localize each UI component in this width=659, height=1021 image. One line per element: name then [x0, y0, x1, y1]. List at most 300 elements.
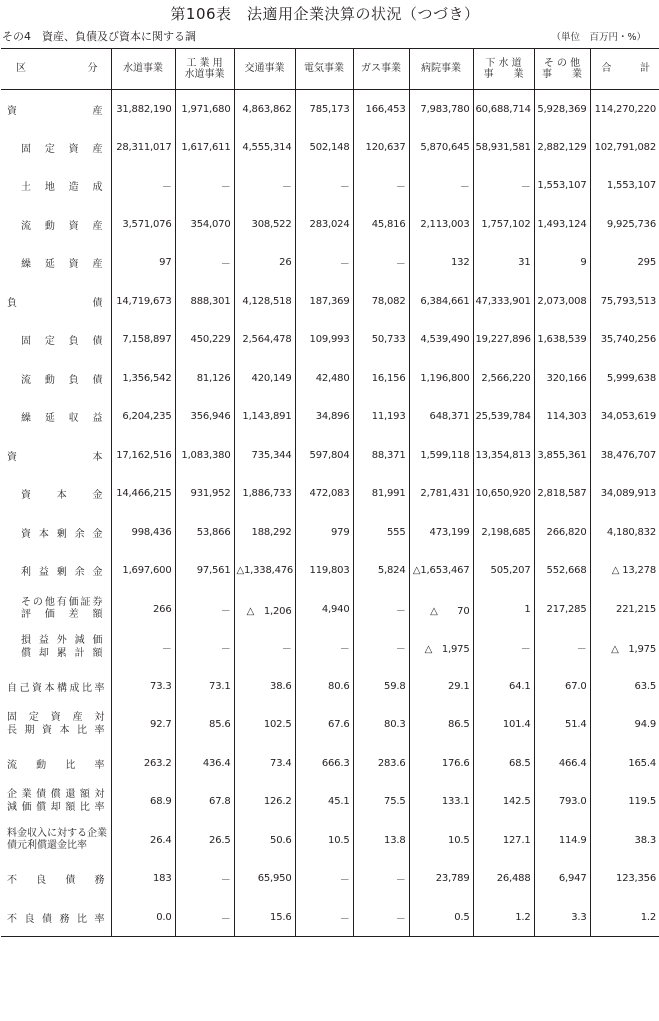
row-label-char: 流 [7, 759, 17, 771]
row-label-char: 定 [44, 143, 55, 155]
cell-transport: 73.4 [234, 744, 295, 783]
cell-water: 68.9 [111, 783, 175, 822]
row-label-char: 収 [68, 413, 79, 425]
cell-gas: 78,082 [353, 282, 409, 321]
row-label [1, 282, 111, 321]
cell-water: 0.0 [111, 898, 175, 937]
cell-hospital: △1,653,467 [409, 552, 473, 591]
table-row [1, 436, 659, 475]
row-label-char: 資 [21, 528, 31, 540]
cell-water: 14,719,673 [111, 282, 175, 321]
header-industrial-water-line-2: 水道事業 [184, 69, 225, 80]
cell-electric: 119,803 [295, 552, 353, 591]
row-label-char: 額 [92, 609, 103, 621]
cell-industrial-water: 97,561 [175, 552, 234, 591]
cell-other: 466.4 [534, 744, 590, 783]
cell-hospital: 473,199 [409, 513, 473, 552]
table-row [1, 321, 659, 360]
header-sewer-line-1: 下 水 道 [485, 57, 522, 69]
row-label-char: 流 [21, 220, 31, 232]
row-label-char: 産 [92, 220, 103, 232]
cell-other: 6,947 [534, 860, 590, 899]
cell-other: 1,553,107 [534, 167, 590, 206]
cell-total: 38.3 [590, 821, 659, 860]
row-label [1, 359, 111, 398]
row-label-char: 構 [57, 682, 67, 694]
cell-electric: 4,940 [295, 590, 353, 629]
cell-total: 4,180,832 [590, 513, 659, 552]
cell-transport: △1,338,476 [234, 552, 295, 591]
table-row [1, 167, 659, 206]
row-label-char: 減 [74, 635, 85, 647]
row-label-char: 率 [94, 913, 105, 925]
cell-hospital: 86.5 [409, 706, 473, 745]
row-label-char: 流 [21, 374, 31, 386]
cell-sewer: 1,757,102 [473, 205, 534, 244]
cell-transport: 65,950 [234, 860, 295, 899]
cell-total: 165.4 [590, 744, 659, 783]
row-label-char: 企 [7, 789, 17, 801]
cell-total: 1.2 [590, 898, 659, 937]
cell-total: 75,793,513 [590, 282, 659, 321]
row-label-char: 良 [24, 913, 35, 925]
row-label-char: 産 [72, 712, 83, 724]
cell-transport: 4,863,862 [234, 90, 295, 129]
row-label [1, 898, 111, 937]
table-row [1, 898, 659, 937]
table-row [1, 744, 659, 783]
cell-hospital: 1,599,118 [409, 436, 473, 475]
cell-other: 114.9 [534, 821, 590, 860]
cell-industrial-water: 1,971,680 [175, 90, 234, 129]
row-label [1, 205, 111, 244]
row-label-char: 金 [92, 567, 103, 579]
row-label-char: 比 [79, 801, 90, 813]
cell-industrial-water: 26.5 [175, 821, 234, 860]
cell-water: 26.4 [111, 821, 175, 860]
cell-transport: 2,564,478 [234, 321, 295, 360]
cell-transport: 188,292 [234, 513, 295, 552]
row-label-char: 固 [21, 336, 31, 348]
header-total-char-1: 合 [601, 63, 612, 75]
cell-industrial-water: 356,946 [175, 398, 234, 437]
row-label [1, 167, 111, 206]
row-label-char: 自 [7, 682, 17, 694]
cell-industrial-water: － [175, 860, 234, 899]
cell-other: 3.3 [534, 898, 590, 937]
cell-industrial-water: 436.4 [175, 744, 234, 783]
cell-total: 38,476,707 [590, 436, 659, 475]
table-row [1, 244, 659, 283]
cell-total: 1,553,107 [590, 167, 659, 206]
header-sewer-line-2: 事 業 [483, 69, 524, 80]
row-label-char: 償 [36, 801, 47, 813]
row-label-char: 定 [28, 712, 39, 724]
row-label [1, 667, 111, 706]
row-label-char: 固 [21, 143, 31, 155]
row-label-char: 長 [7, 724, 17, 736]
cell-industrial-water: 85.6 [175, 706, 234, 745]
row-label-char: の [32, 596, 43, 608]
row-label [1, 552, 111, 591]
cell-total: 34,089,913 [590, 475, 659, 514]
row-label-char: 剰 [56, 528, 67, 540]
row-label-char: 債 [92, 374, 103, 386]
cell-gas: － [353, 898, 409, 937]
row-label-char: 外 [56, 635, 67, 647]
cell-water: 263.2 [111, 744, 175, 783]
cell-sewer: 505,207 [473, 552, 534, 591]
row-label-char: 延 [44, 259, 55, 271]
header-total-char-2: 計 [640, 63, 650, 75]
row-label-char: 評 [21, 609, 31, 621]
table-row [1, 821, 659, 860]
row-label-char: 繰 [21, 259, 31, 271]
cell-transport: 50.6 [234, 821, 295, 860]
cell-water: 1,697,600 [111, 552, 175, 591]
row-label-char: 本 [59, 724, 70, 736]
cell-hospital: 133.1 [409, 783, 473, 822]
cell-gas: 166,453 [353, 90, 409, 129]
cell-transport: 420,149 [234, 359, 295, 398]
cell-water: 7,158,897 [111, 321, 175, 360]
cell-electric: － [295, 860, 353, 899]
row-label-char: 負 [7, 297, 17, 309]
cell-other: 5,928,369 [534, 90, 590, 129]
row-label-char: 固 [7, 712, 17, 724]
cell-sewer: 2,566,220 [473, 359, 534, 398]
cell-other: 3,855,361 [534, 436, 590, 475]
row-label-char: 資 [68, 220, 79, 232]
cell-sewer: 26,488 [473, 860, 534, 899]
row-label-char: 却 [38, 647, 49, 659]
header-gas: ガス事業 [353, 49, 409, 90]
cell-electric: 666.3 [295, 744, 353, 783]
cell-total: 295 [590, 244, 659, 283]
unit-note: （単位 百万円・%） [551, 32, 646, 43]
cell-industrial-water: 53,866 [175, 513, 234, 552]
cell-transport: 126.2 [234, 783, 295, 822]
cell-water: － [111, 167, 175, 206]
row-label-char: 務 [59, 913, 70, 925]
row-label-char: 価 [21, 801, 32, 813]
cell-total: 9,925,736 [590, 205, 659, 244]
cell-electric: 785,173 [295, 90, 353, 129]
cell-sewer: 13,354,813 [473, 436, 534, 475]
cell-other: 1,493,124 [534, 205, 590, 244]
cell-sewer: 47,333,901 [473, 282, 534, 321]
cell-industrial-water: 450,229 [175, 321, 234, 360]
cell-sewer: 68.5 [473, 744, 534, 783]
row-label-char: 債 [92, 336, 103, 348]
row-label-char: 造 [68, 182, 79, 194]
row-label-line [21, 648, 103, 661]
table-row [1, 90, 659, 129]
row-label-char: そ [21, 596, 31, 608]
cell-hospital: 648,371 [409, 398, 473, 437]
table-row [1, 706, 659, 745]
cell-gas: 75.5 [353, 783, 409, 822]
row-label-char: 損 [21, 635, 31, 647]
row-label-char: 累 [56, 647, 67, 659]
row-label-char: 益 [38, 567, 49, 579]
cell-other: － [534, 629, 590, 668]
row-label [1, 244, 111, 283]
cell-total: 114,270,220 [590, 90, 659, 129]
row-label-char: 本 [38, 528, 49, 540]
header-other-line-2: 事 業 [542, 69, 582, 80]
row-label-char: 業 [21, 789, 32, 801]
cell-electric: 979 [295, 513, 353, 552]
cell-hospital: 10.5 [409, 821, 473, 860]
row-label [1, 821, 111, 860]
row-label-char: 負 [68, 374, 79, 386]
cell-water: 17,162,516 [111, 436, 175, 475]
header-category [1, 49, 111, 90]
row-label-char: 価 [44, 609, 55, 621]
row-label-char: 額 [79, 789, 90, 801]
row-label-char: 金 [92, 490, 103, 502]
cell-hospital: △ 70 [409, 590, 473, 629]
cell-electric: 42,480 [295, 359, 353, 398]
row-label-char: 資 [68, 143, 79, 155]
cell-water: 28,311,017 [111, 128, 175, 167]
row-label-line [21, 597, 103, 610]
header-other-line-1: そ の 他 [543, 57, 581, 69]
cell-electric: 109,993 [295, 321, 353, 360]
cell-water: － [111, 629, 175, 668]
row-label [1, 436, 111, 475]
cell-electric: 597,804 [295, 436, 353, 475]
row-label-char: 比 [82, 682, 92, 694]
row-label-char: 期 [24, 724, 35, 736]
row-label-char: 対 [94, 712, 105, 724]
row-label-char: 延 [44, 413, 55, 425]
header-total [590, 49, 659, 90]
header-industrial-water-line-1: 工 業 用 [186, 57, 223, 69]
cell-sewer: 25,539,784 [473, 398, 534, 437]
header-water: 水道事業 [111, 49, 175, 90]
row-label [1, 90, 111, 129]
table-body [1, 90, 659, 937]
row-label-char: 不 [7, 875, 17, 887]
row-label-char: 債 [92, 297, 103, 309]
cell-hospital: 7,983,780 [409, 90, 473, 129]
cell-water: 266 [111, 590, 175, 629]
cell-sewer: 60,688,714 [473, 90, 534, 129]
cell-other: 9 [534, 244, 590, 283]
row-label-char: 還 [65, 789, 76, 801]
cell-gas: － [353, 860, 409, 899]
row-label-char: 余 [74, 567, 85, 579]
row-label-line [7, 725, 105, 738]
cell-transport: 102.5 [234, 706, 295, 745]
cell-gas: 50,733 [353, 321, 409, 360]
row-label [1, 706, 111, 745]
table-row [1, 205, 659, 244]
row-label-line: 債元利償還金比率 [7, 840, 87, 852]
row-label-line [21, 635, 103, 648]
row-label-line [21, 609, 103, 622]
cell-gas: 80.3 [353, 706, 409, 745]
cell-electric: 34,896 [295, 398, 353, 437]
table-row [1, 667, 659, 706]
cell-gas: 45,816 [353, 205, 409, 244]
cell-sewer: 127.1 [473, 821, 534, 860]
cell-gas: － [353, 167, 409, 206]
cell-water: 1,356,542 [111, 359, 175, 398]
cell-total: 123,356 [590, 860, 659, 899]
row-label-char: 減 [7, 801, 17, 813]
row-label-char: 価 [92, 635, 103, 647]
cell-water: 31,882,190 [111, 90, 175, 129]
cell-industrial-water: － [175, 244, 234, 283]
cell-sewer: 19,227,896 [473, 321, 534, 360]
row-label-char: 他 [44, 596, 55, 608]
cell-hospital: 2,113,003 [409, 205, 473, 244]
cell-transport: 1,886,733 [234, 475, 295, 514]
cell-industrial-water: － [175, 629, 234, 668]
row-label-char: 債 [42, 913, 52, 925]
row-label-char: 余 [74, 528, 85, 540]
cell-sewer: 142.5 [473, 783, 534, 822]
row-label-char: 負 [68, 336, 79, 348]
row-label-char: 動 [44, 374, 55, 386]
cell-electric: － [295, 629, 353, 668]
cell-hospital: 29.1 [409, 667, 473, 706]
header-transport: 交通事業 [234, 49, 295, 90]
row-label [1, 475, 111, 514]
cell-gas: 120,637 [353, 128, 409, 167]
cell-water: 183 [111, 860, 175, 899]
cell-electric: 67.6 [295, 706, 353, 745]
cell-industrial-water: － [175, 167, 234, 206]
cell-hospital: 23,789 [409, 860, 473, 899]
row-label [1, 398, 111, 437]
row-label-char: 額 [92, 647, 103, 659]
row-label-line [7, 712, 105, 725]
row-label [1, 321, 111, 360]
row-label-char: 率 [94, 724, 105, 736]
cell-total: 102,791,082 [590, 128, 659, 167]
cell-hospital: 176.6 [409, 744, 473, 783]
cell-industrial-water: 73.1 [175, 667, 234, 706]
cell-other: 1,638,539 [534, 321, 590, 360]
table-subtitle: その4 資産、負債及び資本に関する調 [2, 30, 196, 43]
cell-total: 34,053,619 [590, 398, 659, 437]
cell-transport: － [234, 629, 295, 668]
cell-sewer: 10,650,920 [473, 475, 534, 514]
cell-total: △ 13,278 [590, 552, 659, 591]
cell-electric: 187,369 [295, 282, 353, 321]
cell-transport: 38.6 [234, 667, 295, 706]
cell-sewer: 1.2 [473, 898, 534, 937]
cell-other: 2,818,587 [534, 475, 590, 514]
cell-gas: 16,156 [353, 359, 409, 398]
row-label-char: 率 [94, 801, 105, 813]
cell-other: 114,303 [534, 398, 590, 437]
cell-transport: 308,522 [234, 205, 295, 244]
row-label-char: 資 [42, 724, 52, 736]
cell-transport: 15.6 [234, 898, 295, 937]
cell-electric: 283,024 [295, 205, 353, 244]
cell-transport: 1,143,891 [234, 398, 295, 437]
header-hospital: 病院事業 [409, 49, 473, 90]
row-label-char: 産 [92, 105, 103, 117]
cell-transport: 735,344 [234, 436, 295, 475]
row-label-char: 務 [94, 875, 105, 887]
cell-electric: 472,083 [295, 475, 353, 514]
row-label [1, 860, 111, 899]
row-label [1, 629, 111, 668]
cell-gas: 283.6 [353, 744, 409, 783]
header-other [534, 49, 590, 90]
cell-electric: － [295, 898, 353, 937]
row-label-char: 本 [92, 451, 103, 463]
cell-industrial-water: 931,952 [175, 475, 234, 514]
cell-other: 793.0 [534, 783, 590, 822]
cell-total: 63.5 [590, 667, 659, 706]
cell-other: 2,882,129 [534, 128, 590, 167]
cell-total: △ 1,975 [590, 629, 659, 668]
cell-electric: 80.6 [295, 667, 353, 706]
row-label-char: 繰 [21, 413, 31, 425]
row-label-char: 比 [77, 724, 87, 736]
cell-gas: 11,193 [353, 398, 409, 437]
row-label-char: 己 [19, 682, 30, 694]
cell-total: 5,999,638 [590, 359, 659, 398]
row-label-char: 成 [92, 182, 103, 194]
header-industrial-water [175, 49, 234, 90]
header-row [1, 49, 659, 90]
cell-sewer: － [473, 629, 534, 668]
table-row [1, 398, 659, 437]
row-label-line: 料金収入に対する企業 [7, 827, 107, 839]
row-label-char: 券 [92, 596, 103, 608]
row-label-char: 資 [21, 490, 31, 502]
row-label [1, 590, 111, 629]
cell-water: 14,466,215 [111, 475, 175, 514]
cell-total: 221,215 [590, 590, 659, 629]
cell-industrial-water: 81,126 [175, 359, 234, 398]
cell-other: 67.0 [534, 667, 590, 706]
cell-other: 266,820 [534, 513, 590, 552]
row-label [1, 513, 111, 552]
row-label-char: 産 [92, 143, 103, 155]
cell-sewer: － [473, 167, 534, 206]
cell-other: 51.4 [534, 706, 590, 745]
table-row [1, 860, 659, 899]
cell-hospital: 2,781,431 [409, 475, 473, 514]
row-label-char: 率 [94, 759, 105, 771]
cell-transport: 4,128,518 [234, 282, 295, 321]
row-label-char: 動 [44, 220, 55, 232]
cell-gas: － [353, 244, 409, 283]
row-label-char: 債 [65, 875, 76, 887]
cell-hospital: 1,196,800 [409, 359, 473, 398]
row-label-char: 定 [44, 336, 55, 348]
row-label-char: 比 [65, 759, 76, 771]
cell-hospital: 5,870,645 [409, 128, 473, 167]
cell-industrial-water: － [175, 590, 234, 629]
cell-industrial-water: 1,617,611 [175, 128, 234, 167]
cell-transport: △ 1,206 [234, 590, 295, 629]
row-label-char: 利 [21, 567, 31, 579]
cell-hospital: － [409, 167, 473, 206]
cell-electric: 45.1 [295, 783, 353, 822]
row-label-char: 比 [77, 913, 87, 925]
table-row [1, 552, 659, 591]
